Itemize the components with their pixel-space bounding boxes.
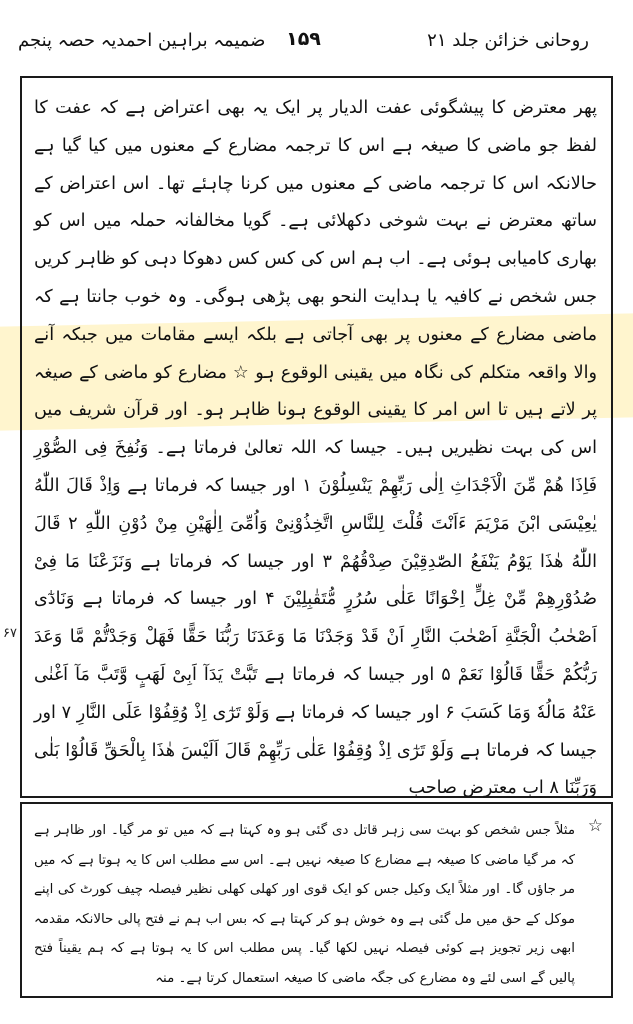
main-text-box — [20, 76, 613, 798]
page-number: ۱۵۹ — [286, 28, 321, 50]
section-title: ضمیمہ براہین احمدیہ حصہ پنجم — [18, 30, 266, 51]
main-paragraph: پھر معترض کا پیشگوئی عفت الدیار پر ایک یہ بھی اعتراض ہے کہ عفت کا لفظ جو ماضی کا صیغہ ہے اس کا ترجمہ مضارع کے معنوں میں کیا گیا ہے حالانکہ اس کا ترجمہ ماضی کے معنوں میں کرنا چاہئے تھا۔ اس اعتراض کے ساتھ معترض نے بہت شوخی دکھلائی ہے۔ گویا مخالفانہ حملہ میں اس کو بھاری کامیابی ہوئی ہے۔ اب ہم اس کی کس کس دھوکا دہی کو ظاہر کریں جس شخص نے کافیہ یا ہدایت النحو بھی پڑھی ہوگی۔ وہ خوب جانتا ہے کہ ماضی مضارع کے معنوں پر بھی آجاتی ہے بلکہ ایسے مقامات میں جبکہ آنے والا واقعہ متکلم کی نگاہ میں یقینی الوقوع ہو ☆ مضارع کو ماضی کے صیغہ پر لاتے ہیں تا اس امر کا یقینی الوقوع ہونا ظاہر ہو۔ اور قرآن شریف میں اس کی بہت نظیریں ہیں۔ جیسا کہ اللہ تعالیٰ فرماتا ہے۔ وَنُفِخَ فِی الصُّوْرِ فَاِذَا ھُمْ مِّنَ الْاَجْدَاثِ اِلٰی رَبِّهِمْ یَنْسِلُوْنَ ۱ اور جیسا کہ فرماتا ہے وَاِذْ قَالَ اللّٰهُ یٰعِیْسَی ابْنَ مَرْیَمَ ءَاَنْتَ قُلْتَ لِلنَّاسِ اتَّخِذُوْنِیْ وَاُمِّیَ اِلٰهَیْنِ مِنْ دُوْنِ اللّٰهِ ۲ قَالَ اللّٰهُ هٰذَا یَوْمُ یَنْفَعُ الصّٰدِقِیْنَ صِدْقُهُمْ ۳ اور جیسا کہ فرماتا ہے وَنَزَعْنَا مَا فِیْ صُدُوْرِهِمْ مِّنْ غِلٍّ اِخْوَانًا عَلٰی سُرُرٍ مُّتَقٰبِلِیْنَ ۴ اور جیسا کہ فرماتا ہے وَنَادٰٓی اَصْحٰبُ الْجَنَّةِ اَصْحٰبَ النَّارِ اَنْ قَدْ وَجَدْنَا مَا وَعَدَنَا رَبُّنَا حَقًّا فَهَلْ وَجَدْتُّمْ مَّا وَعَدَ رَبُّكُمْ حَقًّا قَالُوْا نَعَمْ ۵ اور جیسا کہ فرماتا ہے تَبَّتْ یَدَآ اَبِیْ لَهَبٍ وَّتَبَّ مَآ اَغْنٰی عَنْهُ مَالُهٗ وَمَا كَسَبَ ۶ اور جیسا کہ فرماتا ہے وَلَوْ تَرٰٓی اِذْ وُقِفُوْا عَلَی النَّارِ ۷ اور جیسا کہ فرماتا ہے وَلَوْ تَرٰٓی اِذْ وُقِفُوْا عَلٰی رَبِّهِمْ قَالَ اَلَیْسَ هٰذَا بِالْحَقِّ قَالُوْا بَلٰی وَرَبِّنَا ۸ اب معترض صاحب — [34, 98, 598, 799]
footnote-text: مثلاً جس شخص کو بہت سی زہر قاتل دی گئی ہو وہ کہتا ہے کہ میں تو مر گیا۔ اور ظاہر ہے کہ مر گیا ماضی کا صیغہ ہے مضارع کا صیغہ نہیں ہے۔ اس سے مطلب اس کا یہ ہوتا ہے کہ میں مر جاؤں گا۔ اور مثلاً ایک وکیل جس کو ایک قوی اور کھلی کھلی نظیر فیصلہ چیف کورٹ کی اپنے موکل کے حق میں مل گئی ہے وہ خوش ہو کر کہتا ہے کہ بس اب ہم نے فتح پالی حالانکہ مقدمہ ابھی زیر تجویز ہے کوئی فیصلہ نہیں لکھا گیا۔ پس مطلب اس کا یہ ہوتا ہے کہ ہم یقیناً فتح پالیں گے اسی لئے وہ مضارع کی جگہ ماضی کا صیغہ استعمال کرتا ہے۔ منہ — [34, 823, 575, 986]
footnote-box — [20, 802, 613, 998]
page-header — [18, 26, 589, 62]
book-title: روحانی خزائن جلد ۲۱ — [427, 30, 589, 51]
footnote-star-icon: ☆ — [587, 816, 603, 836]
margin-marker: ۶۷ — [3, 626, 17, 641]
main-text — [34, 90, 598, 799]
